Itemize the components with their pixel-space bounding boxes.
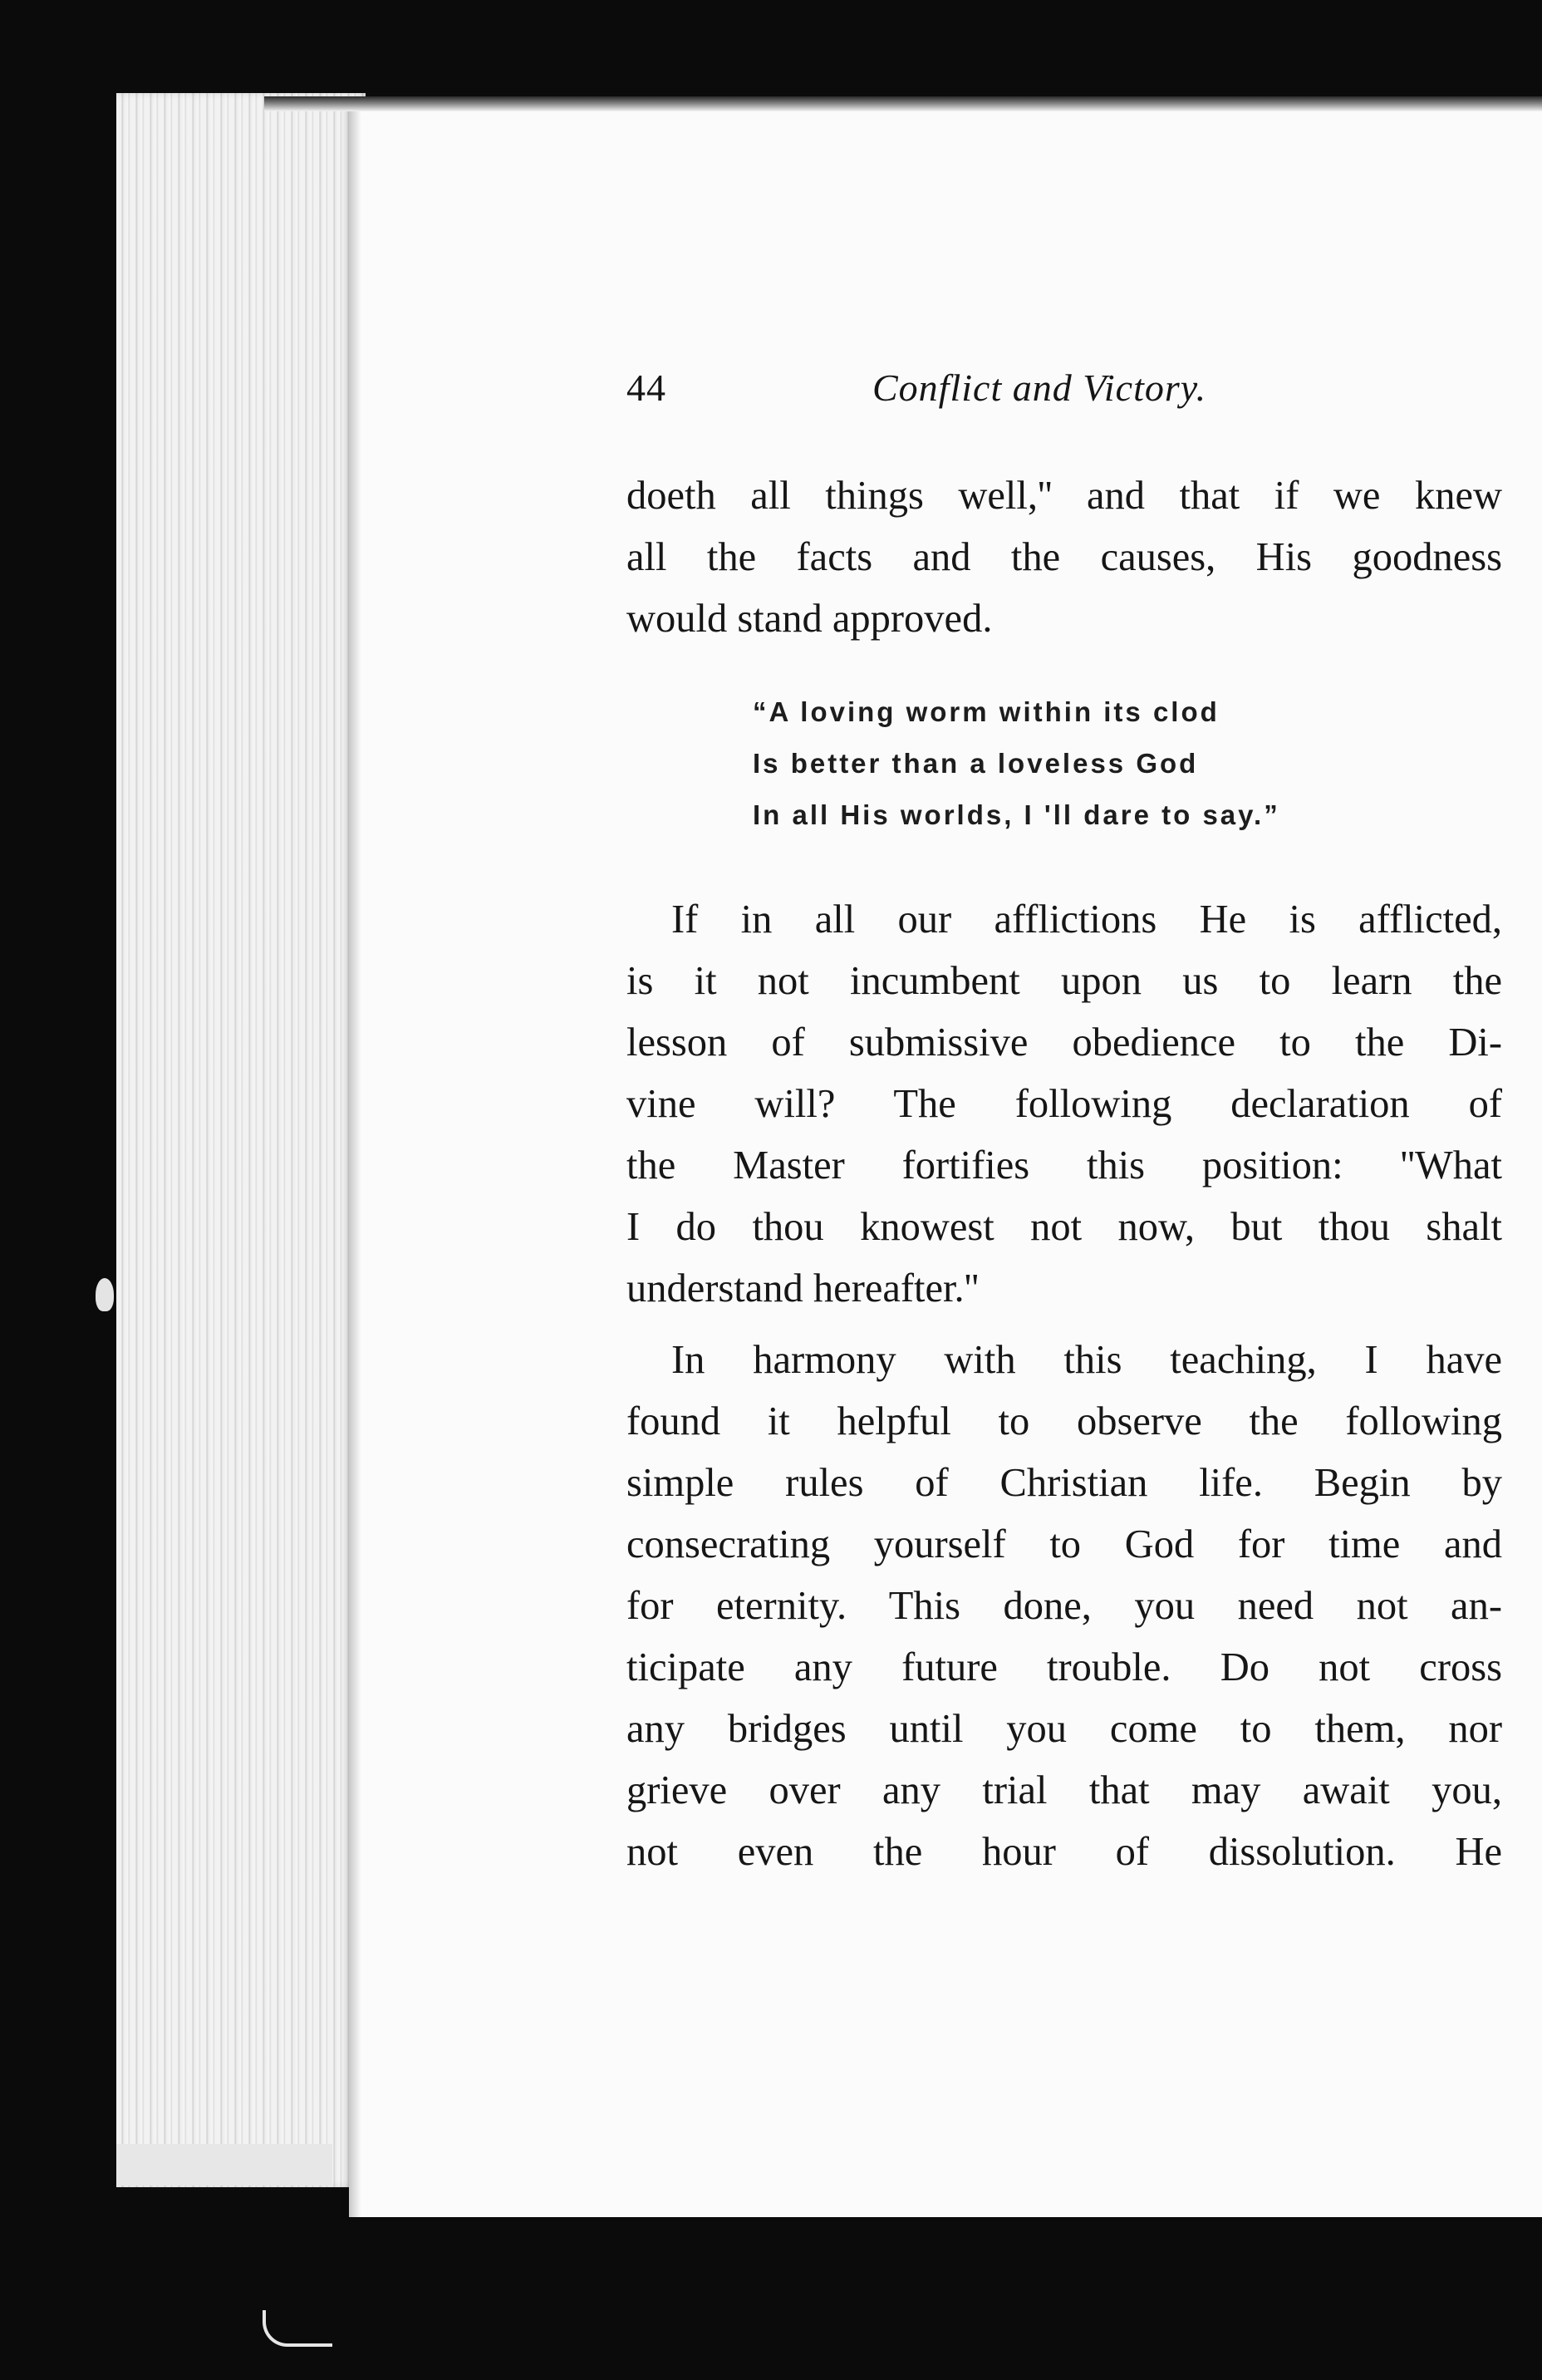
text-line: not even the hour of dissolution. He (626, 1830, 1502, 1874)
edge-mark (96, 1278, 114, 1311)
poem-line: “A loving worm within its clod (753, 696, 1220, 727)
text-line: understand hereafter.'' (626, 1266, 980, 1310)
corner-mark (263, 2310, 332, 2347)
text-line: vine will? The following declaration of (626, 1082, 1502, 1126)
paragraph-continued (626, 465, 1502, 650)
text-line: consecrating yourself to God for time and (626, 1522, 1502, 1566)
paragraph-afflictions (626, 889, 1502, 1320)
text-line: the Master fortifies this position: ''What (626, 1143, 1502, 1188)
page-edges-bottom (116, 2144, 332, 2186)
cover-edge (264, 96, 1542, 111)
text-line: simple rules of Christian life. Begin by (626, 1461, 1502, 1505)
text-line: I do thou knowest not now, but thou shalt (626, 1205, 1502, 1249)
poem-line: Is better than a loveless God (753, 748, 1199, 779)
paragraph-harmony (626, 1330, 1502, 1883)
text-line: all the facts and the causes, His goodness (626, 535, 1502, 579)
text-line: any bridges until you come to them, nor (626, 1707, 1502, 1751)
running-header (626, 366, 1291, 424)
text-line: In harmony with this teaching, I have (671, 1338, 1502, 1382)
page-number: 44 (626, 366, 666, 409)
page-gutter (349, 106, 361, 2217)
page-edges (116, 93, 366, 2187)
text-line: found it helpful to observe the following (626, 1399, 1502, 1443)
text-line: would stand approved. (626, 597, 993, 641)
text-line: If in all our afflictions He is afflicted, (671, 897, 1502, 942)
text-line: doeth all things well,'' and that if we knew (626, 474, 1502, 518)
poem-quotation (753, 686, 1500, 841)
text-line: ticipate any future trouble. Do not cross (626, 1645, 1502, 1689)
poem-line: In all His worlds, I 'll dare to say.” (753, 799, 1280, 830)
text-line: lesson of submissive obedience to the Di- (626, 1020, 1502, 1065)
running-title: Conflict and Victory. (872, 366, 1207, 409)
text-line: for eternity. This done, you need not an- (626, 1584, 1502, 1628)
text-line: grieve over any trial that may await you, (626, 1768, 1502, 1812)
text-line: is it not incumbent upon us to learn the (626, 959, 1502, 1003)
